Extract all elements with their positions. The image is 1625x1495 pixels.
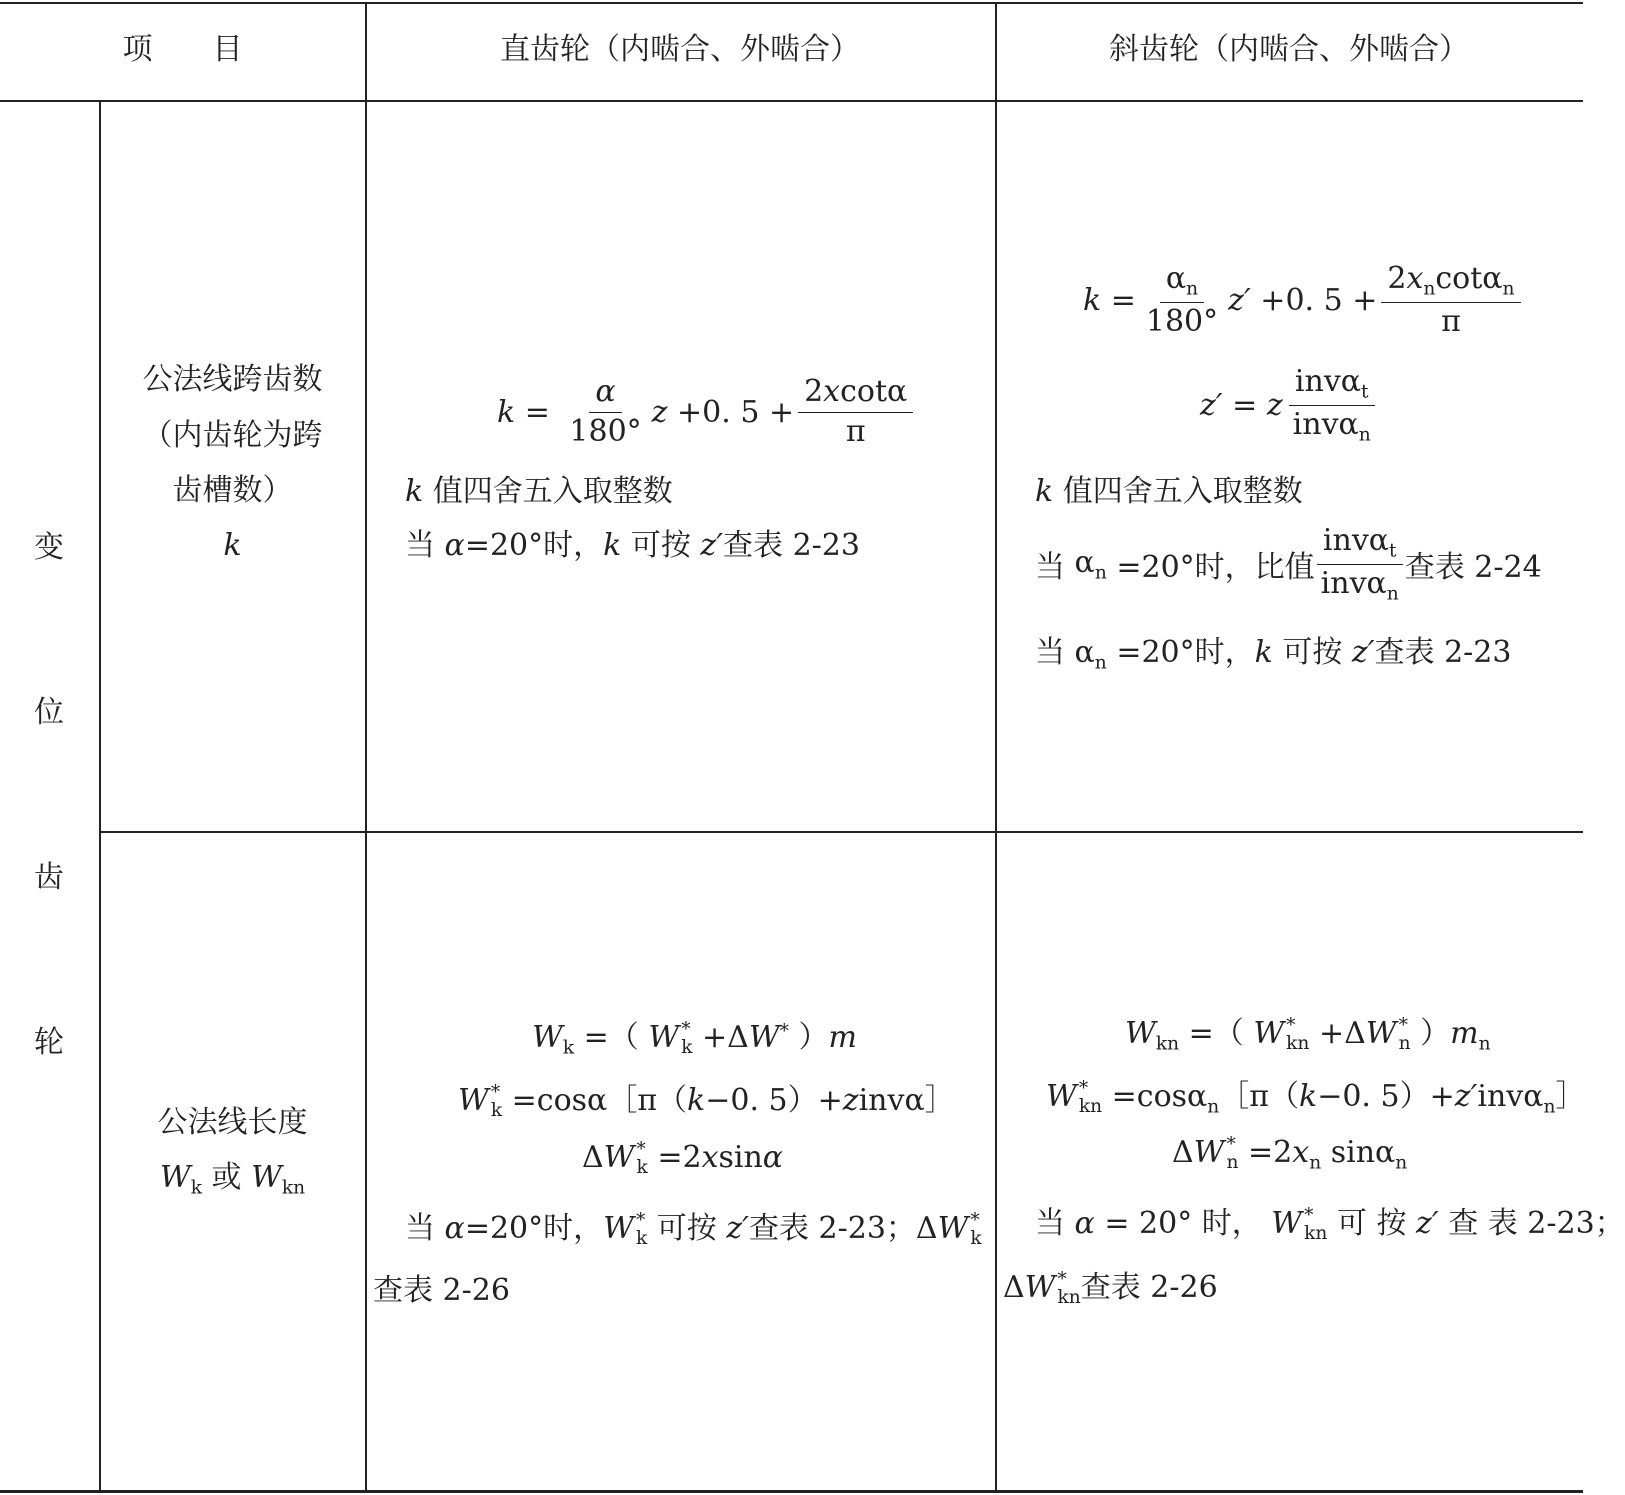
row1-label-line1: 公法线跨齿数 xyxy=(142,362,323,397)
row1-label-line3: 齿槽数） xyxy=(172,473,293,508)
spur-k-formula: k = $\frac{\alpha}{180^\circ}$ z +0. 5 + $\frac{2xcot\alpha}{\pi}$ xyxy=(497,375,917,449)
spur-row2-angle: =20°时， xyxy=(464,1211,604,1246)
table-bottom-border xyxy=(0,1490,1583,1493)
row1-label-symbol: k xyxy=(223,528,242,563)
row2-label-or: 或 xyxy=(211,1160,242,1195)
header-bottom-border xyxy=(0,100,1583,102)
header-spur: 直齿轮（内啮合、外啮合） xyxy=(500,32,860,67)
header-helical: 斜齿轮（内啮合、外啮合） xyxy=(1109,32,1469,67)
spur-note-may: 可按 xyxy=(630,528,691,563)
group-label-char-4: 轮 xyxy=(34,1025,64,1060)
helical-note3-may: 可按 xyxy=(1282,635,1343,670)
helical-ratio-table: 查表 2-24 xyxy=(1404,550,1542,586)
helical-k-table-note: 当 $\alpha_n =20^\circ$时，k 可按 z′查表 2-23 xyxy=(1035,635,1512,674)
helical-row2-may: 可 按 xyxy=(1336,1206,1407,1241)
spur-note-prefix: 当 xyxy=(405,528,435,563)
helical-row2-angle: = 20° 时， xyxy=(1104,1206,1262,1241)
spur-row2-table: 查表 2-23； xyxy=(748,1211,916,1246)
helical-delta-wn-formula: ΔW * n $=2x_n$ sinα$_n$ xyxy=(1172,1134,1408,1174)
helical-k-formula: k = $\frac{\alpha_n}{180^\circ}$ z′ +0. 5 + $\frac{2x_n\cot\alpha_n}{\pi}$ xyxy=(1083,262,1525,339)
row2-label-line1: 公法线长度 xyxy=(157,1105,308,1140)
helical-note3-table: 查表 2-23 xyxy=(1374,635,1512,670)
spur-wk-star-formula: W * k =cosα［π（k−0. 5）+zinvα］ xyxy=(458,1082,955,1121)
table-top-border xyxy=(0,2,1583,4)
group-label-char-2: 位 xyxy=(34,695,64,730)
helical-row2-delta-table: 查表 2-26 xyxy=(1080,1270,1218,1305)
label-column-divider xyxy=(365,2,367,1492)
helical-k-round-note: k 值四舍五入取整数 xyxy=(1035,474,1303,509)
helical-ratio-prefix: 当 xyxy=(1035,550,1065,586)
group-label-char-3: 齿 xyxy=(34,860,64,895)
spur-k-round-note: k 值四舍五入取整数 xyxy=(405,474,673,509)
spur-delta-wk-formula: ΔW * k =2xsinα xyxy=(582,1139,784,1178)
spur-delta-table-note xyxy=(373,1265,510,1309)
spur-note-table: 查表 2-23 xyxy=(723,528,860,563)
helical-note3-angle: =20°时， xyxy=(1116,635,1255,670)
helical-wkn-table-note: 当 α = 20° 时， W * kn 可 按 z′ 查 表 2-23； xyxy=(1035,1205,1625,1244)
group-label-char-1: 变 xyxy=(34,530,64,565)
spur-row2-delta-table: 查表 2-26 xyxy=(373,1273,510,1308)
helical-z-prime-formula: z′ = z $\frac{inv\alpha_t}{inv\alpha_n}$ xyxy=(1200,365,1381,446)
helical-ratio-note: 当 $\alpha_n$ =20°时，比值 $\frac{inv\alpha_t}{inv\alpha_n}$ 查表 2-24 xyxy=(1035,523,1542,605)
helical-wkn-formula: $W_{kn}$ =（ W * kn +ΔW * n ）$m_n$ xyxy=(1125,1015,1491,1055)
header-item: 项 目 xyxy=(122,32,243,67)
spur-k-table-note: 当 α=20°时，k 可按 z′查表 2-23 xyxy=(405,528,860,563)
row-divider xyxy=(99,831,1583,833)
row2-label-symbols: $W_k$ 或 $W_{kn}$ xyxy=(159,1160,306,1199)
spur-k-round-text: 值四舍五入取整数 xyxy=(432,474,673,509)
spur-row2-may: 可按 xyxy=(656,1211,717,1246)
row1-label-line2: （内齿轮为跨 xyxy=(142,418,323,453)
spur-row2-prefix: 当 xyxy=(405,1211,435,1246)
group-column-divider xyxy=(99,100,101,1492)
helical-k-round-text: 值四舍五入取整数 xyxy=(1062,474,1303,509)
helical-delta-table-note: ΔW * kn 查表 2-26 xyxy=(1003,1269,1218,1308)
spur-note-angle: =20°时， xyxy=(464,528,604,563)
spur-wk-table-note: 当 α=20°时，W * k 可按 z′查表 2-23；ΔW * k xyxy=(405,1210,982,1249)
helical-note3-prefix: 当 xyxy=(1035,635,1065,670)
helical-row2-prefix: 当 xyxy=(1035,1206,1065,1241)
helical-ratio-angle: =20°时，比值 xyxy=(1116,550,1315,586)
spur-wk-formula: $W_k$ =（ W * k +ΔW* ）m xyxy=(532,1019,857,1059)
spur-column-divider xyxy=(995,2,997,1492)
helical-row2-table: 查 表 2-23； xyxy=(1448,1206,1625,1241)
helical-wkn-star-formula: W * kn =cosα$_n$［π（k−0. 5）+z′invα$_n$］ xyxy=(1046,1078,1586,1118)
